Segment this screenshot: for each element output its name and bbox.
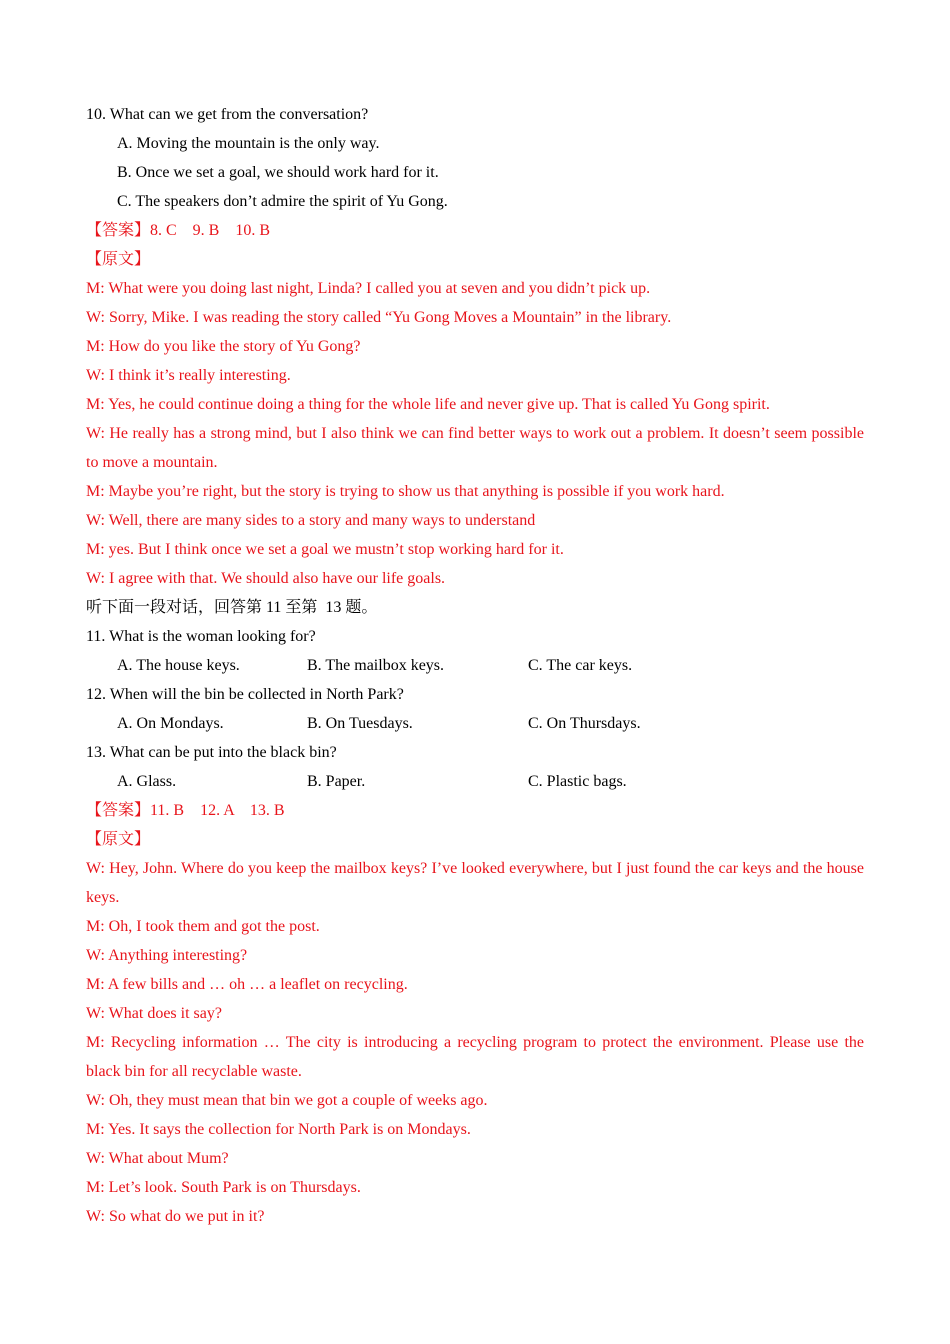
q13-option-b: B. Paper. [307,773,366,790]
transcript-line: M: Maybe you’re right, but the story is trying to show us that anything is possible if you work hard. [86,483,725,500]
transcript-line: M: What were you doing last night, Linda? I called you at seven and you didn’t pick up. [86,280,651,297]
transcript-line: W: What about Mum? [86,1150,229,1167]
q11-option-c: C. The car keys. [528,657,633,674]
transcript-line: M: Oh, I took them and got the post. [86,918,320,935]
transcript-label: 【原文】 [86,831,151,848]
q12-options [86,709,864,738]
transcript-line: W: Oh, they must mean that bin we got a couple of weeks ago. [86,1092,488,1109]
transcript-line: W: Sorry, Mike. I was reading the story called “Yu Gong Moves a Mountain” in the library. [86,309,672,326]
transcript-line: W: Anything interesting? [86,947,248,964]
q11-option-a: A. The house keys. [117,657,240,674]
answer-key-11-13: 【答案】11. B 12. A 13. B [86,802,285,819]
q12-option-c: C. On Thursdays. [528,715,641,732]
q12-option-a: A. On Mondays. [117,715,224,732]
transcript-line: W: So what do we put in it? [86,1208,265,1225]
transcript-line: W: Hey, John. Where do you keep the mailbox keys? I’ve looked everywhere, but I just found the car keys and the house keys. [86,860,864,906]
transcript-line: W: What does it say? [86,1005,222,1022]
transcript-label: 【原文】 [86,251,151,268]
section-instruction: 听下面一段对话，回答第 11 至第 13 题。 [86,599,378,616]
q13-option-c: C. Plastic bags. [528,773,627,790]
q13-option-a: A. Glass. [117,773,177,790]
transcript-line: W: I think it’s really interesting. [86,367,291,384]
q12-option-b: B. On Tuesdays. [307,715,413,732]
transcript-line: M: Recycling information … The city is introducing a recycling program to protect the environment. Please use the black bin for all recyclable waste. [86,1034,864,1080]
transcript-line: M: How do you like the story of Yu Gong? [86,338,361,355]
document-page [86,100,864,1231]
transcript-line: W: I agree with that. We should also have our life goals. [86,570,446,587]
transcript-line: M: Yes, he could continue doing a thing for the whole life and never give up. That is called Yu Gong spirit. [86,396,770,413]
answer-key-8-10: 【答案】8. C 9. B 10. B [86,222,271,239]
transcript-line: M: Let’s look. South Park is on Thursdays. [86,1179,361,1196]
transcript-line: W: He really has a strong mind, but I also think we can find better ways to work out a problem. It doesn’t seem possible to move a mountain. [86,425,864,471]
q10-option-c: C. The speakers don’t admire the spirit of Yu Gong. [117,193,448,210]
q10-option-a: A. Moving the mountain is the only way. [117,135,380,152]
question-13: 13. What can be put into the black bin? [86,744,337,761]
transcript-line: W: Well, there are many sides to a story and many ways to understand [86,512,536,529]
q11-option-b: B. The mailbox keys. [307,657,445,674]
transcript-line: M: A few bills and … oh … a leaflet on recycling. [86,976,408,993]
question-12: 12. When will the bin be collected in North Park? [86,686,404,703]
q10-option-b: B. Once we set a goal, we should work hard for it. [117,164,439,181]
q11-options [86,651,864,680]
q13-options [86,767,864,796]
transcript-line: M: Yes. It says the collection for North Park is on Mondays. [86,1121,471,1138]
transcript-line: M: yes. But I think once we set a goal we mustn’t stop working hard for it. [86,541,564,558]
question-11: 11. What is the woman looking for? [86,628,316,645]
question-10: 10. What can we get from the conversation? [86,106,369,123]
